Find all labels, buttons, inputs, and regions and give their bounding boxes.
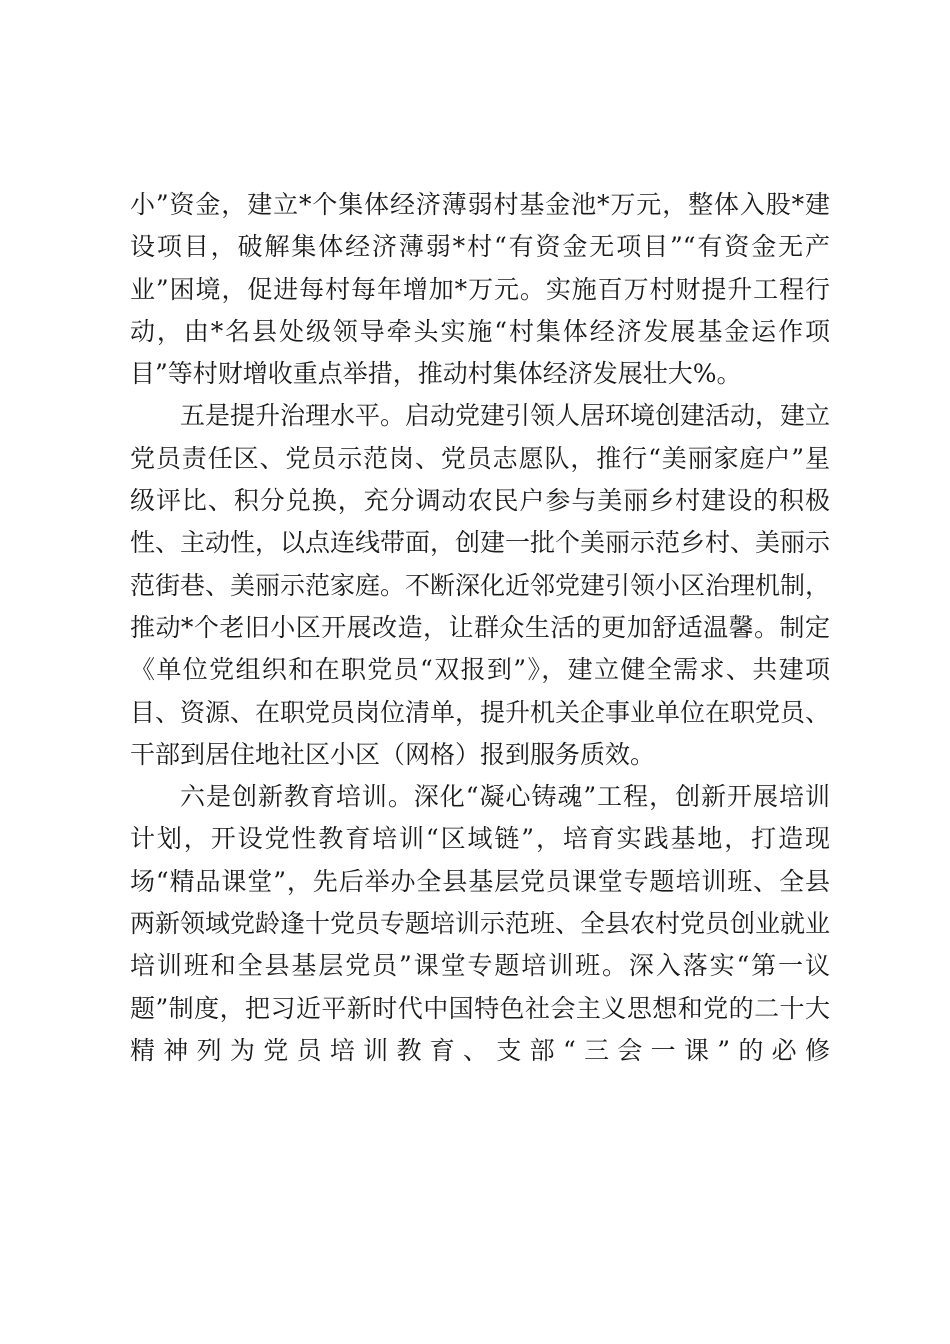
paragraph-governance: 五是提升治理水平。启动党建引领人居环境创建活动，建立党员责任区、党员示范岗、党员志愿队，推行“美丽家庭户”星级评比、积分兑换，充分调动农民户参与美丽乡村建设的积极性、主动性，以点连线带面，创建一批个美丽示范乡村、美丽示范街巷、美丽示范家庭。不断深化近邻党建引领小区治理机制，推动*个老旧小区开展改造，让群众生活的更加舒适温馨。制定《单位党组织和在职党员“双报到”》，建立健全需求、共建项目、资源、在职党员岗位清单，提升机关企事业单位在职党员、干部到居住地社区小区（网格）报到服务质效。	[130, 401, 831, 769]
document-body	[130, 184, 830, 1072]
paragraph-education-training: 六是创新教育培训。深化“凝心铸魂”工程，创新开展培训计划，开设党性教育培训“区域链”，培育实践基地，打造现场“精品课堂”，先后举办全县基层党员课堂专题培训班、全县两新领域党龄逢十党员专题培训示范班、全县农村党员创业就业培训班和全县基层党员”课堂专题培训班。深入落实“第一议题”制度，把习近平新时代中国特色社会主义思想和党的二十大精神列为党员培训教育、支部“三会一课”的必修	[130, 782, 831, 1065]
paragraph-funding-continuation: 小”资金，建立*个集体经济薄弱村基金池*万元，整体入股*建设项目，破解集体经济薄弱*村“有资金无项目”“有资金无产业”困境，促进每村每年增加*万元。实施百万村财提升工程行动，由*名县处级领导牵头实施“村集体经济发展基金运作项目”等村财增收重点举措，推动村集体经济发展壮大%。	[130, 190, 830, 389]
